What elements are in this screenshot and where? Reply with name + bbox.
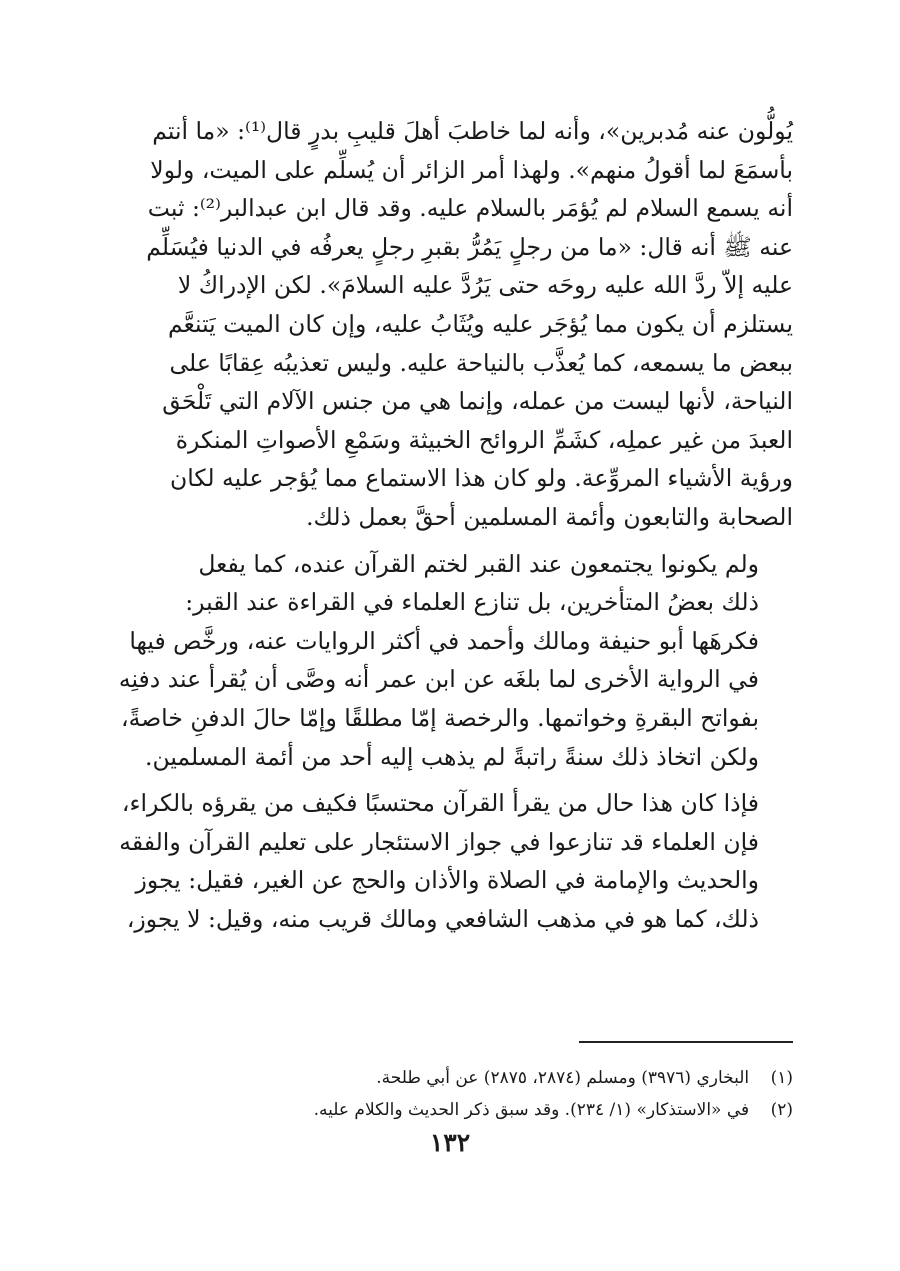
text-line: العبدَ من غير عملِه، كشَمِّ الروائح الخبيثة وسَمْعِ الأصواتِ المنكرة	[175, 425, 793, 454]
text-line: ذلك بعضُ المتأخرين، بل تنازع العلماء في القراءة عند القبر:	[185, 588, 759, 617]
text-line: الصحابة والتابعون وأئمة المسلمين أحقَّ بعمل ذلك.	[306, 502, 793, 531]
text-line: عنه ﷺ أنه قال: «ما من رجلٍ يَمُرُّ بقبرِ رجلٍ يعرفُه في الدنيا فيُسَلِّم	[146, 232, 793, 261]
text-line: في الرواية الأخرى لما بلغَه عن ابن عمر أنه وصَّى أن يُقرأ عند دفنِه	[118, 665, 759, 694]
text-line: ذلك، كما هو في مذهب الشافعي ومالك قريب منه، وقيل: لا يجوز،	[126, 904, 759, 933]
paragraph-2	[117, 545, 793, 777]
text-line: عليه إلاّ ردَّ الله عليه روحَه حتى يَرُدَّ عليه السلامَ». لكن الإدراكُ لا	[177, 271, 793, 300]
text-line: ولم يكونوا يجتمعون عند القبر لختم القرآن عنده، كما يفعل	[198, 549, 759, 578]
footnote-text: البخاري (٣٩٧٦) ومسلم (٢٨٧٤، ٢٨٧٥) عن أبي طلحة.	[376, 1068, 750, 1088]
text-line: ولكن اتخاذ ذلك سنةً راتبةً لم يذهب إليه أحد من أئمة المسلمين.	[144, 742, 759, 771]
text-line: ورؤية الأشياء المروِّعة. ولو كان هذا الاستماع مما يُؤجر عليه لكان	[169, 464, 793, 493]
text-line: ببعض ما يسمعه، كما يُعذَّب بالنياحة عليه. وليس تعذيبُه عِقابًا على	[169, 348, 793, 377]
footnote-2	[113, 1094, 793, 1126]
paragraph-3	[117, 784, 793, 938]
page-number: ١٣٢	[429, 1128, 471, 1157]
footnote-1	[113, 1062, 793, 1094]
footnote-marker: (٢)	[770, 1100, 793, 1120]
text-line: يستلزم أن يكون مما يُؤجَر عليه ويُثَابُ عليه، وإن كان الميت يَتنعَّم	[168, 309, 793, 338]
footnote-marker: (١)	[770, 1068, 793, 1088]
text-line: أنه يسمع السلام لم يُؤمَر بالسلام عليه. وقد قال ابن عبدالبر⁽²⁾: ثبت	[147, 194, 793, 223]
text-line: فإن العلماء قد تنازعوا في جواز الاستئجار على تعليم القرآن والفقه	[119, 827, 759, 856]
footnote-separator	[579, 1041, 793, 1043]
text-line: يُولُّون عنه مُدبرين»، وأنه لما خاطبَ أهلَ قليبِ بدرٍ قال⁽¹⁾: «ما أنتم	[152, 117, 793, 145]
paragraph-1	[117, 112, 793, 537]
text-line: بأسمَعَ لما أقولُ منهم». ولهذا أمر الزائر أن يُسلِّم على الميت، ولولا	[150, 155, 793, 184]
text-line: والحديث والإمامة في الصلاة والأذان والحج عن الغير، فقيل: يجوز	[135, 866, 759, 895]
text-line: فإذا كان هذا حال من يقرأ القرآن محتسبًا فكيف من يقرؤه بالكراء،	[121, 789, 759, 818]
main-text	[117, 112, 793, 938]
text-line: فكرهَها أبو حنيفة ومالك وأحمد في أكثر الروايات عنه، ورخَّص فيها	[129, 626, 759, 655]
footnote-text: في «الاستذكار» (١/ ٢٣٤). وقد سبق ذكر الحديث والكلام عليه.	[313, 1100, 750, 1120]
text-line: بفواتح البقرةِ وخواتمها. والرخصة إمّا مطلقًا وإمّا حالَ الدفنِ خاصةً،	[121, 703, 759, 732]
text-line: النياحة، لأنها ليست من عمله، وإنما هي من جنس الآلام التي تَلْحَق	[162, 387, 793, 416]
footnotes	[113, 1062, 793, 1126]
